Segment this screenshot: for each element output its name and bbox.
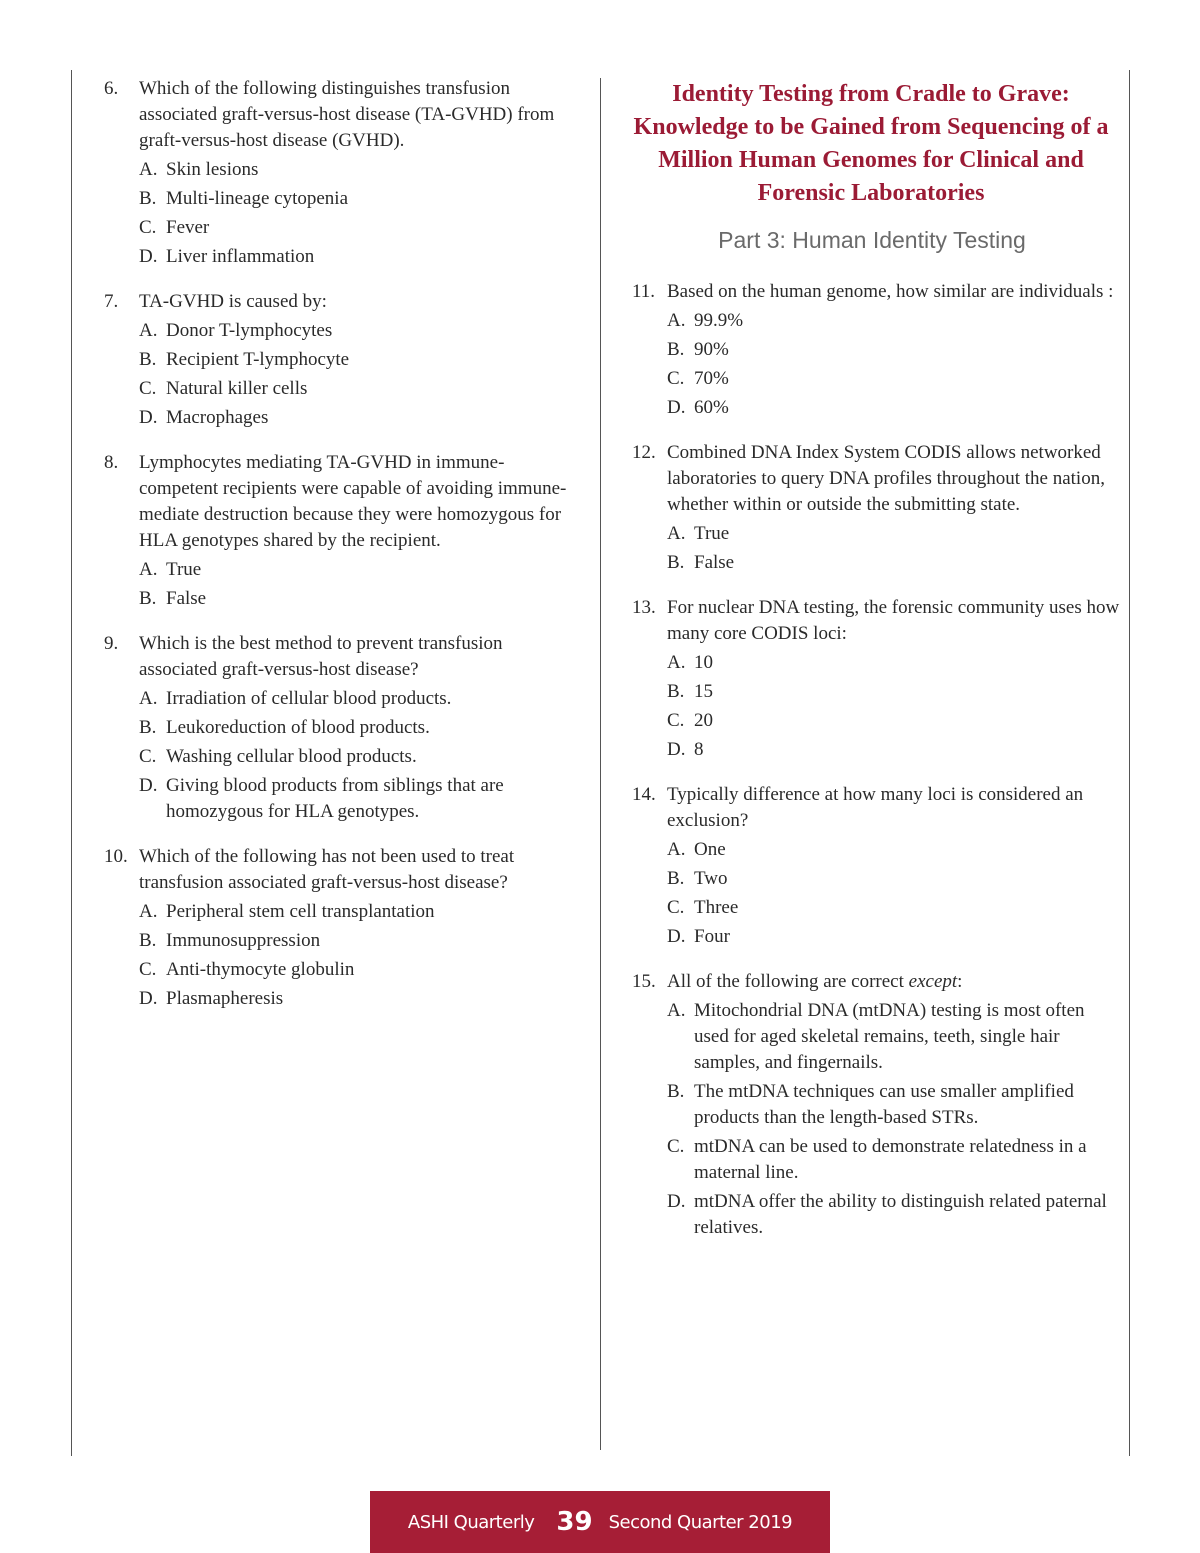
option-letter: D. xyxy=(139,775,158,796)
question-item xyxy=(632,279,1122,421)
option-text: 15 xyxy=(694,681,713,702)
option-letter: B. xyxy=(139,717,157,738)
question-stem xyxy=(104,450,580,554)
right-column xyxy=(632,76,1122,1260)
answer-options xyxy=(139,157,580,270)
question-text: TA-GVHD is caused by: xyxy=(139,291,327,312)
option-letter: C. xyxy=(667,368,685,389)
question-item xyxy=(104,844,580,1012)
option-letter: B. xyxy=(139,349,157,370)
question-stem xyxy=(632,440,1122,518)
question-number: 8. xyxy=(104,452,119,473)
answer-option xyxy=(667,308,1122,334)
option-letter: C. xyxy=(139,746,157,767)
answer-option xyxy=(667,1079,1122,1131)
option-letter: D. xyxy=(139,407,158,428)
question-text: All of the following are correct xyxy=(667,971,909,992)
question-stem xyxy=(632,595,1122,647)
page-footer xyxy=(370,1491,830,1553)
option-letter: C. xyxy=(667,1136,685,1157)
question-number: 13. xyxy=(632,597,656,618)
answer-option xyxy=(139,186,580,212)
answer-option xyxy=(667,550,1122,576)
option-letter: A. xyxy=(667,310,686,331)
left-margin-rule xyxy=(71,70,72,1456)
answer-option xyxy=(139,957,580,983)
option-text: Plasmapheresis xyxy=(166,988,284,1009)
option-letter: A. xyxy=(139,559,158,580)
option-letter: B. xyxy=(139,588,157,609)
answer-option xyxy=(139,715,580,741)
answer-option xyxy=(139,157,580,183)
option-letter: C. xyxy=(139,217,157,238)
question-stem xyxy=(632,279,1122,305)
option-text: Liver inflammation xyxy=(166,246,315,267)
question-item xyxy=(632,969,1122,1241)
answer-options xyxy=(667,521,1122,576)
answer-option xyxy=(667,837,1122,863)
answer-options xyxy=(667,837,1122,950)
option-text: False xyxy=(166,588,207,609)
option-letter: A. xyxy=(139,901,158,922)
option-text: mtDNA can be used to demonstrate relatedness in a maternal line. xyxy=(694,1136,1087,1183)
question-number: 11. xyxy=(632,281,656,302)
question-stem xyxy=(632,969,1122,995)
question-number: 10. xyxy=(104,846,128,867)
answer-option xyxy=(139,586,580,612)
option-letter: A. xyxy=(667,523,686,544)
option-text: One xyxy=(694,839,726,860)
answer-option xyxy=(139,376,580,402)
option-letter: D. xyxy=(667,739,686,760)
answer-option xyxy=(667,521,1122,547)
question-text-emphasis: except xyxy=(908,971,958,992)
question-item xyxy=(104,289,580,431)
option-letter: C. xyxy=(139,959,157,980)
option-letter: D. xyxy=(667,397,686,418)
question-item xyxy=(632,440,1122,576)
article-subtitle: Part 3: Human Identity Testing xyxy=(718,227,1026,253)
answer-options xyxy=(667,308,1122,421)
right-margin-rule xyxy=(1129,70,1130,1456)
question-number: 15. xyxy=(632,971,656,992)
answer-option xyxy=(139,686,580,712)
option-letter: A. xyxy=(667,652,686,673)
question-stem xyxy=(104,76,580,154)
question-list xyxy=(104,76,580,1012)
option-text: False xyxy=(694,552,735,573)
question-item xyxy=(104,76,580,270)
footer-page-number: 39 xyxy=(556,1507,593,1537)
option-letter: A. xyxy=(139,159,158,180)
answer-option xyxy=(139,215,580,241)
answer-option xyxy=(139,318,580,344)
option-letter: B. xyxy=(667,1081,685,1102)
answer-option xyxy=(139,986,580,1012)
footer-issue: Second Quarter 2019 xyxy=(608,1511,793,1533)
option-letter: A. xyxy=(667,1000,686,1021)
question-text: Lymphocytes mediating TA-GVHD in immune-competent recipients were capable of avoiding immune-mediate destruction because they were homozygous for HLA genotypes shared by the recipient. xyxy=(139,452,567,551)
column-divider xyxy=(600,78,601,1450)
answer-option xyxy=(667,679,1122,705)
option-text: Peripheral stem cell transplantation xyxy=(166,901,435,922)
answer-option xyxy=(139,773,580,825)
answer-options xyxy=(139,899,580,1012)
option-letter: A. xyxy=(139,688,158,709)
option-text: Four xyxy=(694,926,730,947)
question-number: 12. xyxy=(632,442,656,463)
option-text: Multi-lineage cytopenia xyxy=(166,188,349,209)
option-text: 8 xyxy=(694,739,704,760)
option-letter: A. xyxy=(667,839,686,860)
option-letter: C. xyxy=(667,710,685,731)
question-number: 14. xyxy=(632,784,656,805)
option-text: Macrophages xyxy=(166,407,269,428)
question-item xyxy=(104,631,580,825)
option-text: Natural killer cells xyxy=(166,378,308,399)
answer-options xyxy=(667,998,1122,1241)
question-text: Which is the best method to prevent transfusion associated graft-versus-host disease? xyxy=(139,633,503,680)
answer-option xyxy=(139,405,580,431)
option-letter: D. xyxy=(667,926,686,947)
option-letter: B. xyxy=(667,552,685,573)
option-text: Anti-thymocyte globulin xyxy=(166,959,355,980)
question-stem xyxy=(104,844,580,896)
question-text: Typically difference at how many loci is considered an exclusion? xyxy=(667,784,1084,831)
answer-options xyxy=(139,318,580,431)
answer-option xyxy=(667,895,1122,921)
option-letter: C. xyxy=(139,378,157,399)
option-letter: D. xyxy=(667,1191,686,1212)
question-text: Based on the human genome, how similar are individuals : xyxy=(667,281,1114,302)
option-text: 70% xyxy=(694,368,729,389)
option-text: True xyxy=(166,559,202,580)
option-text: Leukoreduction of blood products. xyxy=(166,717,430,738)
option-text: Immunosuppression xyxy=(166,930,321,951)
question-list xyxy=(632,279,1122,1241)
option-letter: B. xyxy=(667,339,685,360)
answer-option xyxy=(667,1134,1122,1186)
answer-options xyxy=(667,650,1122,763)
answer-option xyxy=(139,347,580,373)
left-column xyxy=(104,76,580,1031)
footer-publication: ASHI Quarterly xyxy=(407,1511,535,1533)
option-text: The mtDNA techniques can use smaller amplified products than the length-based STRs. xyxy=(694,1081,1074,1128)
question-number: 7. xyxy=(104,291,119,312)
option-text: 99.9% xyxy=(694,310,744,331)
option-text: Fever xyxy=(166,217,210,238)
option-letter: C. xyxy=(667,897,685,918)
option-letter: D. xyxy=(139,246,158,267)
option-text: Skin lesions xyxy=(166,159,259,180)
answer-option xyxy=(139,557,580,583)
answer-option xyxy=(667,708,1122,734)
question-item xyxy=(104,450,580,612)
option-text: Recipient T-lymphocyte xyxy=(166,349,350,370)
answer-options xyxy=(139,686,580,825)
question-item xyxy=(632,782,1122,950)
question-stem xyxy=(104,289,580,315)
question-stem xyxy=(104,631,580,683)
answer-options xyxy=(139,557,580,612)
option-letter: D. xyxy=(139,988,158,1009)
answer-option xyxy=(667,737,1122,763)
answer-option xyxy=(667,366,1122,392)
option-text: 60% xyxy=(694,397,729,418)
answer-option xyxy=(667,998,1122,1076)
article-title: Identity Testing from Cradle to Grave: Knowledge to be Gained from Sequencing of a Million Human Genomes for Clinical and Forensic Laboratories xyxy=(633,81,1109,206)
option-text: True xyxy=(694,523,730,544)
question-number: 6. xyxy=(104,78,119,99)
option-text: Washing cellular blood products. xyxy=(166,746,417,767)
option-letter: B. xyxy=(139,930,157,951)
question-text: For nuclear DNA testing, the forensic community uses how many core CODIS loci: xyxy=(667,597,1120,644)
option-text: Mitochondrial DNA (mtDNA) testing is most often used for aged skeletal remains, teeth, single hair samples, and fingernails. xyxy=(694,1000,1085,1073)
option-letter: B. xyxy=(667,681,685,702)
answer-option xyxy=(667,924,1122,950)
option-letter: B. xyxy=(139,188,157,209)
answer-option xyxy=(667,395,1122,421)
option-text: mtDNA offer the ability to distinguish related paternal relatives. xyxy=(694,1191,1107,1238)
answer-option xyxy=(667,337,1122,363)
option-text: Giving blood products from siblings that are homozygous for HLA genotypes. xyxy=(166,775,504,822)
question-item xyxy=(632,595,1122,763)
option-text: 90% xyxy=(694,339,729,360)
question-text: Combined DNA Index System CODIS allows networked laboratories to query DNA profiles throughout the nation, whether within or outside the submitting state. xyxy=(667,442,1105,515)
question-text-end: : xyxy=(957,971,963,992)
option-letter: A. xyxy=(139,320,158,341)
option-letter: B. xyxy=(667,868,685,889)
answer-option xyxy=(667,1189,1122,1241)
option-text: 10 xyxy=(694,652,713,673)
option-text: Donor T-lymphocytes xyxy=(166,320,333,341)
answer-option xyxy=(139,744,580,770)
question-number: 9. xyxy=(104,633,119,654)
option-text: 20 xyxy=(694,710,713,731)
question-text: Which of the following has not been used to treat transfusion associated graft-versus-host disease? xyxy=(139,846,515,893)
answer-option xyxy=(139,899,580,925)
option-text: Irradiation of cellular blood products. xyxy=(166,688,452,709)
question-stem xyxy=(632,782,1122,834)
option-text: Three xyxy=(694,897,739,918)
answer-option xyxy=(139,928,580,954)
question-text: Which of the following distinguishes transfusion associated graft-versus-host disease (TA-GVHD) from graft-versus-host disease (GVHD). xyxy=(139,78,555,151)
answer-option xyxy=(139,244,580,270)
answer-option xyxy=(667,650,1122,676)
answer-option xyxy=(667,866,1122,892)
option-text: Two xyxy=(694,868,728,889)
